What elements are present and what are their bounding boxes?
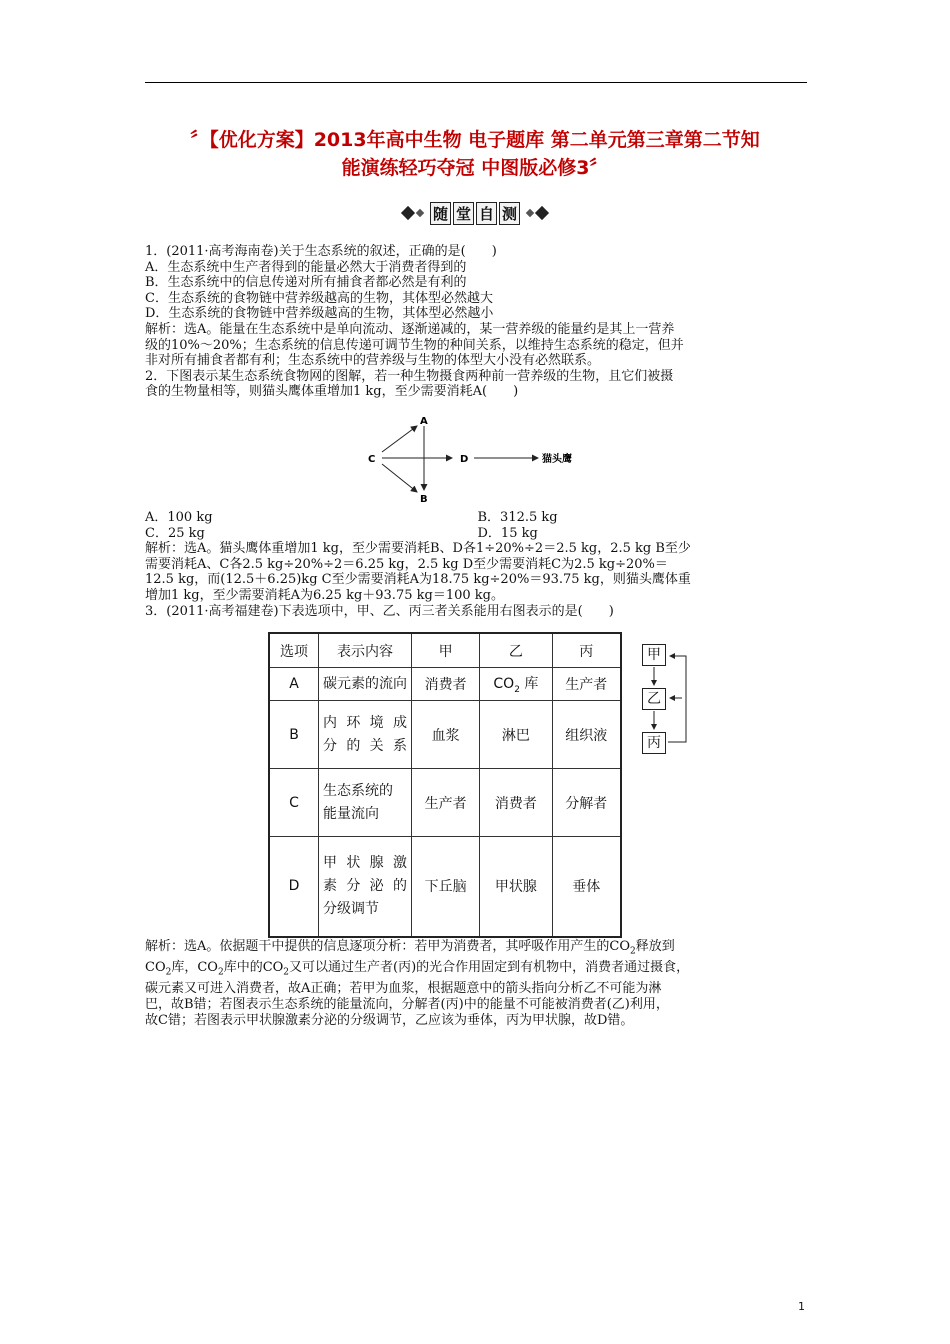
node-d: D [460, 454, 469, 465]
table-cell: 组织液 [552, 701, 621, 769]
answer-option: B．生态系统中的信息传递对所有捕食者都必然是有利的 [145, 275, 467, 291]
diamond-icon [416, 209, 424, 217]
food-web-diagram [362, 412, 592, 510]
analysis-line: 增加1 kg，至少需要消耗A为6.25 kg＋93.75 kg＝100 kg。 [145, 587, 504, 603]
analysis-line: 解析：选A。依据题干中提供的信息逐项分析：若甲为消费者，其呼吸作用产生的$CO_2$释放到 [145, 939, 675, 957]
page-number: 1 [798, 1300, 805, 1313]
table-cell: 消费者 [480, 769, 552, 837]
node-c: C [368, 454, 376, 465]
node-bing: 丙 [642, 732, 666, 754]
table-cell: 甲状腺 [480, 837, 552, 937]
options-row [145, 526, 810, 542]
table-cell: C [269, 769, 319, 837]
section-label-char: 随 [430, 202, 451, 225]
table-cell: 消费者 [412, 668, 480, 701]
answer-option: A．100 kg [145, 510, 213, 525]
table-cell: $CO_2$ 库 [480, 668, 552, 701]
header-rule [145, 82, 807, 83]
answer-option: B．312.5 kg [477, 510, 558, 525]
table-row [269, 837, 621, 937]
analysis-line: 巴，故B错；若图表示生态系统的能量流向，分解者(丙)中的能量不可能被消费者(乙)利用， [145, 996, 669, 1012]
question-3-analysis [145, 939, 810, 1028]
section-label-char: 自 [476, 202, 497, 225]
node-owl: 猫头鹰 [542, 454, 572, 465]
table-cell: 淋巴 [480, 701, 552, 769]
analysis-line: 故C错；若图表示甲状腺激素分泌的分级调节，乙应该为垂体，丙为甲状腺，故D错。 [145, 1012, 634, 1028]
table-cell: 内环境成 分的关系 [319, 701, 412, 769]
table-header: 表示内容 [319, 633, 412, 668]
page-title [120, 126, 830, 182]
analysis-line: 解析：选A。能量在生态系统中是单向流动、逐渐递减的，某一营养级的能量约是其上一营养 [145, 321, 675, 337]
question-stem: 食的生物量相等，则猫头鹰体重增加1 kg，至少需要消耗A( ) [145, 384, 519, 400]
table-cell: 下丘脑 [412, 837, 480, 937]
diamond-icon [401, 206, 415, 220]
analysis-line: $CO_2$库，$CO_2$库中的$CO_2$又可以通过生产者(丙)的光合作用固定到有机物中，消费者通过摄食， [145, 960, 690, 978]
question-stem: 1．(2011·高考海南卷)关于生态系统的叙述，正确的是( ) [145, 244, 497, 259]
table-header: 甲 [412, 633, 480, 668]
analysis-line: 解析：选A。猫头鹰体重增加1 kg，至少需要消耗B、D各1÷20%÷2＝2.5 kg，2.5 kg B至少 [145, 541, 691, 557]
table-cell: 垂体 [552, 837, 621, 937]
table-cell: 生态系统的 能量流向 [319, 769, 412, 837]
node-b: B [420, 494, 428, 505]
answer-option: C．25 kg [145, 525, 205, 541]
node-yi: 乙 [642, 688, 666, 710]
arrow-c-a [382, 426, 417, 452]
table-header-row [269, 633, 621, 668]
table-row [269, 769, 621, 837]
options-table [268, 632, 622, 938]
section-banner [370, 200, 580, 226]
table-row [269, 701, 621, 769]
question-2-answers [145, 510, 810, 619]
table-header: 乙 [480, 633, 552, 668]
table-cell: 分解者 [552, 769, 621, 837]
node-jia: 甲 [642, 644, 666, 666]
table-header: 选项 [269, 633, 319, 668]
answer-option: D．15 kg [477, 525, 538, 541]
answer-option: D．生态系统的食物链中营养级越高的生物，其体型必然越小 [145, 306, 494, 322]
answer-option: C．生态系统的食物链中营养级越高的生物，其体型必然越大 [145, 290, 493, 306]
analysis-line: 需要消耗A、C各2.5 kg÷20%÷2＝6.25 kg，2.5 kg D至少需要消耗C为2.5 kg÷20%＝ [145, 556, 668, 572]
table-cell: 生产者 [412, 769, 480, 837]
question-1 [145, 244, 810, 400]
table-cell: D [269, 837, 319, 937]
analysis-line: 级的10%～20%；生态系统的信息传递可调节生物的种间关系，以维持生态系统的稳定，但并 [145, 337, 684, 353]
table-cell: 生产者 [552, 668, 621, 701]
question-stem: 3．(2011·高考福建卷)下表选项中，甲、乙、丙三者关系能用右图表示的是( ) [145, 603, 614, 619]
diamond-icon [535, 206, 549, 220]
title-line-1: 〞【优化方案】2013年高中生物 电子题库 第二单元第三章第二节知 [190, 129, 760, 151]
relationship-diagram [642, 644, 692, 756]
options-row [145, 510, 810, 526]
section-label-char: 堂 [453, 202, 474, 225]
table-cell: 血浆 [412, 701, 480, 769]
analysis-line: 非对所有捕食者都有利；生态系统中的营养级与生物的体型大小没有必然联系。 [145, 353, 601, 369]
table-cell: B [269, 701, 319, 769]
diamond-icon [526, 209, 534, 217]
section-label-char: 测 [499, 202, 520, 225]
table-row [269, 668, 621, 701]
question-stem: 2．下图表示某生态系统食物网的图解，若一种生物摄食两种前一营养级的生物，且它们被摄 [145, 368, 674, 384]
section-label [430, 202, 520, 225]
table-cell: A [269, 668, 319, 701]
arrow-c-b [382, 464, 417, 492]
answer-option: A．生态系统中生产者得到的能量必然大于消费者得到的 [145, 259, 467, 275]
analysis-line: 碳元素又可进入消费者，故A正确；若甲为血浆，根据题意中的箭头指向分析乙不可能为淋 [145, 981, 662, 997]
title-line-2: 能演练轻巧夺冠 中图版必修3〞 [341, 157, 609, 179]
table-cell: 碳元素的流向 [319, 668, 412, 701]
node-a: A [420, 416, 428, 427]
table-header: 丙 [552, 633, 621, 668]
table-cell: 甲状腺激 素分泌的 分级调节 [319, 837, 412, 937]
analysis-line: 12.5 kg，而(12.5＋6.25)kg C至少需要消耗A为18.75 kg÷20%＝93.75 kg，则猫头鹰体重 [145, 572, 691, 588]
arrow-bing-jia [668, 656, 686, 742]
